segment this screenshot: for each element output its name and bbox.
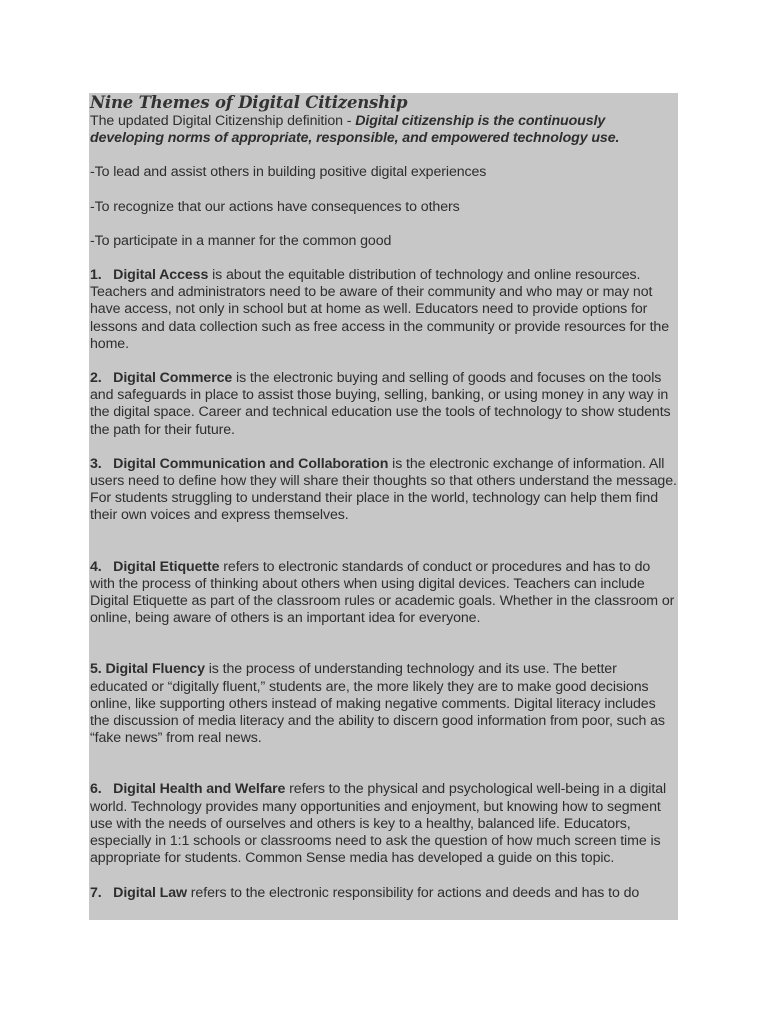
definition-paragraph [90,113,678,147]
definition-prefix: The updated Digital Citizenship definition - [90,113,356,129]
definition-statement: Digital citizenship is the continuously developing norms of appropriate, responsible, and empowered technology use. [90,113,620,147]
document-block [89,93,678,920]
theme-digital-etiquette [90,559,678,628]
theme-text: is about the equitable distribution of technology and online resources. Teachers and administrators need to be aware of their community and who may or may not have access, not only in school but at home as well. Educators need to provide options for lessons and data collection such as free access in the community or provide resources for the home. [90,267,669,352]
theme-digital-fluency [90,661,678,747]
theme-digital-access [90,267,678,353]
theme-name: Digital Etiquette [113,558,220,575]
theme-text: is the electronic exchange of information. All users need to define how they will share their thoughts so that others understand the message. For students struggling to understand their place in the world, technology can help them find their own voices and express themselves. [90,455,677,524]
theme-name: Digital Access [113,267,209,284]
theme-text: refers to the electronic responsibility for actions and deeds and has to do [186,884,640,901]
theme-text: refers to electronic standards of conduct or procedures and has to do with the process of thinking about others when using digital devices. Teachers can include Digital Etiquette as part of the classroom rules or academic goals. Whether in the classroom or online, being aware of others is an important idea for everyone. [90,558,675,627]
theme-text: refers to the physical and psychological well-being in a digital world. Technology provides many opportunities and enjoyment, but knowing how to segment use with the needs of ourselves and others is key to a healthy, balanced life. Educators, especially in 1:1 schools or classrooms need to ask the question of how much screen time is appropriate for students. Common Sense media has developed a guide on this topic. [90,781,667,867]
theme-text: is the electronic buying and selling of goods and focuses on the tools and safeguards in place to assist those buying, selling, banking, or using money in any way in the digital space. Career and technical education use the tools of technology to show students the path for their future. [90,370,671,438]
theme-name: Digital Health and Welfare [113,781,286,798]
goal-item: -To participate in a manner for the common good [90,232,392,249]
theme-digital-communication [90,456,678,525]
theme-digital-law [90,885,678,902]
theme-name: Digital Fluency [105,661,205,678]
theme-number: 3. [90,455,102,472]
theme-digital-health [90,781,678,867]
theme-digital-commerce [90,370,678,439]
document-title: Nine Themes of Digital Citizenship [90,93,408,112]
theme-number: 6. [90,781,102,798]
theme-name: Digital Commerce [113,370,233,387]
theme-name: Digital Communication and Collaboration [113,455,389,472]
theme-number: 5. [90,661,102,678]
theme-number: 7. [90,884,102,901]
document-content [89,93,678,902]
theme-number: 1. [90,267,102,284]
goal-item: -To lead and assist others in building positive digital experiences [90,164,487,181]
goal-item: -To recognize that our actions have consequences to others [90,198,460,215]
theme-text: is the process of understanding technology and its use. The better educated or “digitally fluent,” students are, the more likely they are to make good decisions online, like supporting others instead of making negative comments. Digital literacy includes the discussion of media literacy and the ability to discern good information from poor, such as “fake news” from real news. [90,661,665,747]
theme-name: Digital Law [113,884,187,901]
theme-number: 4. [90,558,102,575]
theme-number: 2. [90,370,102,387]
